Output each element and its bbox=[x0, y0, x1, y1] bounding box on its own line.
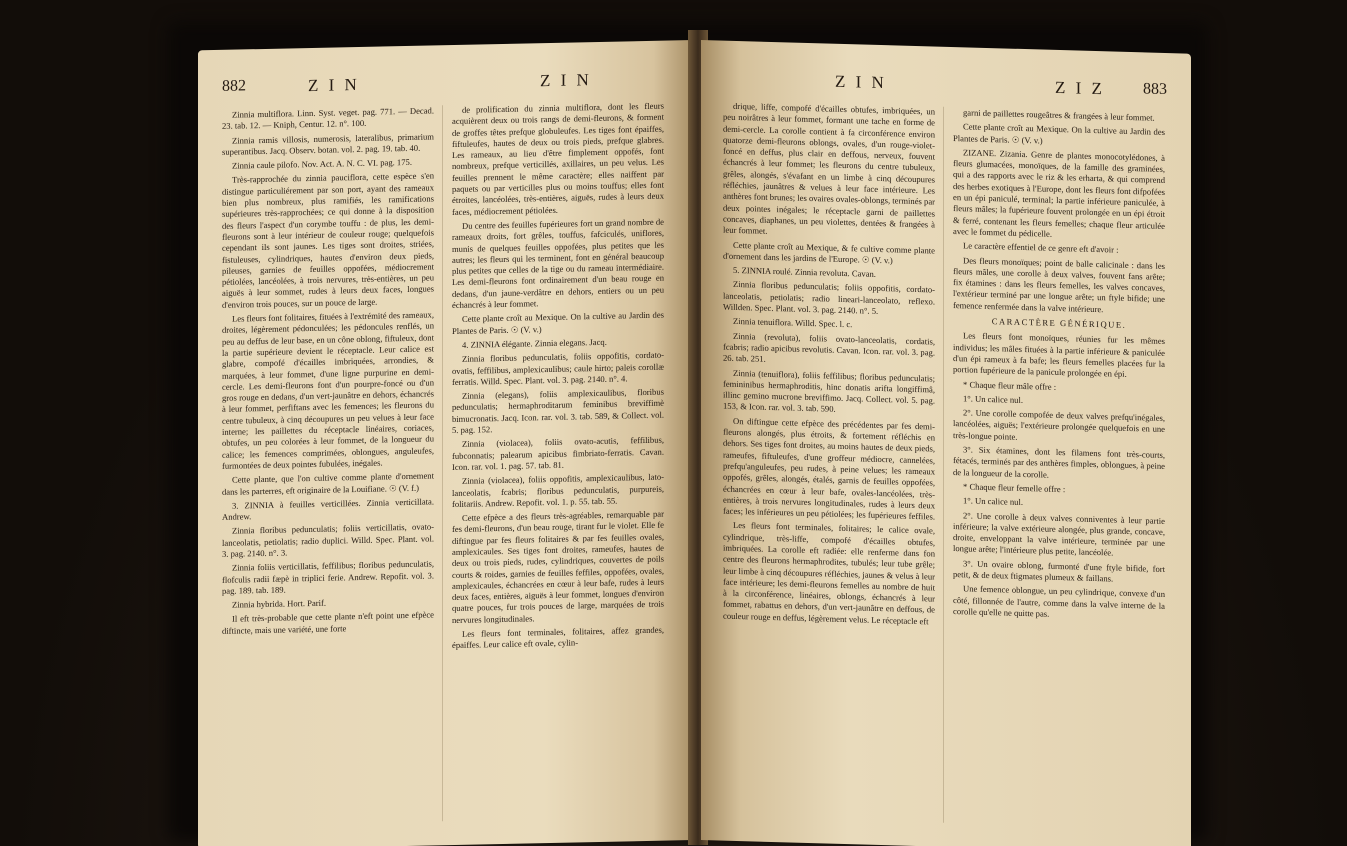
paragraph: 4. ZINNIA élégante. Zinnia elegans. Jacq. bbox=[462, 336, 607, 350]
paragraph: Zinnia ramis villosis, numerosis, lateralibus, primarium superantibus. Jacq. Observ. botan. vol. 2. pag. 19. tab. 40. bbox=[222, 131, 434, 157]
paragraph: Zinnia (tenuiflora), foliis feffilibus; floribus pedunculatis; femininibus hermaphroditis, hinc donatis arifta longiffimâ, illinc gemino mucrone breviffimo. Jacq. Collect. vol. 5. pag. 153, & Icon. rar. vol. 3. tab. 590. bbox=[723, 367, 935, 415]
paragraph: 3°. Un ovaire oblong, furmonté d'une ftyle bifide, fort petit, & de deux ftigmates plumeux & faillans. bbox=[953, 558, 1165, 584]
right-header-word-1: Z I N bbox=[835, 71, 887, 93]
paragraph: Zinnia floribus pedunculatis, foliis oppofitis, cordato-ovatis, feffilibus, amplexicaulibus; caule hirto; paleis corollæ ferratis. Willd. Spec. Plant. vol. 3. pag. 2140. n°. 4. bbox=[452, 349, 664, 387]
right-column-1 bbox=[723, 101, 935, 631]
paragraph: Les fleurs font terminales, folitaires; le calice ovale, cylindrique, très-liffe, compofé d'écailles obtufes, imbriquées. La corolle eft radiée: elle renferme dans fon centre des fleurons hermaphrodites, tubulés; leur tube grêle; leur limbe à cinq découpures réfléchies, jaunes & velus à leur face intérieure; les demi-fleurons femelles au nombre de huit à la circonférence, linéaires, oblongs, échancrés à leur fommet, rabattus en dehors, d'un vert-jaunâtre en deffous, de couleur rouge en deffus, légèrement velus. Le réceptacle eft bbox=[723, 520, 935, 627]
right-page-header bbox=[725, 69, 1167, 103]
paragraph: Cette plante croît au Mexique. On la cultive au Jardin des Plantes de Paris. ☉ (V. v.) bbox=[452, 309, 664, 336]
paragraph: Zinnia (violacea), foliis oppofitis, amplexicaulibus, lato-lanceolatis, fcabris; floribus pedunculatis, purpureis, folitariis. Andrew. Repofit. vol. 1. p. 55. tab. 55. bbox=[452, 471, 664, 509]
paragraph: 2°. Une corolle compofée de deux valves prefqu'inégales, lancéolées, aiguës; l'extérieure prolongée quelquefois en une très-longue pointe. bbox=[953, 407, 1165, 442]
paragraph: garni de paillettes rougeâtres & frangées à leur fommet. bbox=[963, 107, 1155, 123]
paragraph: Zinnia caule pilofo. Nov. Act. A. N. C. VI. pag. 175. bbox=[232, 157, 412, 171]
paragraph: Cette plante, que l'on cultive comme plante d'ornement dans les parterres, eft originaire de la Louifiane. ☉ (V. f.) bbox=[222, 470, 434, 497]
left-header-word-2: Z I N bbox=[540, 70, 592, 91]
paragraph: On diftingue cette efpèce des précédentes par fes demi-fleurons alongés, plus étroits, & fortement réfléchis en dehors. Ses tiges font droites, au moins hautes de deux pieds, rameufes, fiftuleufes, d'une groffeur médiocre, cannelées, prefqu'anguleufes, peu rudes, à peine velues; les rameaux oppofés, grêles, alongés, étalés, garnis de feuilles oppofées, échancrées en cœur à leur bafe, ovales-lancéolées, très-entières, à trois nervures longitudinales, rudes à leurs deux faces; les inférieures un peu pétiolées; les fupérieures feffiles. bbox=[723, 415, 935, 522]
paragraph: Zinnia (elegans), foliis amplexicaulibus, floribus pedunculatis; hermaphroditarum feminibus breviffimè bimucronatis. Jacq. Icon. rar. vol. 3. tab. 589, & Collect. vol. 5. pag. 152. bbox=[452, 386, 664, 436]
paragraph: * Chaque fleur femelle offre : bbox=[963, 481, 1066, 495]
paragraph: Zinnia tenuiflora. Willd. Spec. l. c. bbox=[733, 316, 853, 330]
paragraph: Zinnia (violacea), foliis ovato-acutis, feffilibus, fubconnatis; palearum apicibus fimbriato-ferratis. Cavan. Icon. rar. vol. 1. pag. 57. tab. 81. bbox=[452, 434, 664, 472]
paragraph: Cette efpèce a des fleurs très-agréables, remarquable par fes demi-fleurons, d'un beau rouge, tirant fur le violet. Elle fe diftingue par fes fleurs folitaires & par fes feuilles ovales, amplexicaules. Ses tiges font droites, rameufes, hautes de deux ou trois pieds, rudes, cylindriques, couvertes de poils courts & roides, garnies de feuilles feffiles, oppofées, ovales, amplexicaules, échancrées en cœur à leur bafe, rudes à leurs deux faces, entières, aiguës à leur fommet, longues d'environ quatre pouces, fur trois pouces de large, marquées de trois nervures longitudinales. bbox=[452, 508, 664, 625]
paragraph: Il eft très-probable que cette plante n'eft point une efpèce diftincte, mais une variété, une forte bbox=[222, 609, 434, 636]
paragraph: 3°. Six étamines, dont les filamens font très-courts, fétacés, terminés par des anthères fimples, oblongues, à peine de la longueur de la corolle. bbox=[953, 444, 1165, 480]
paragraph: Les fleurs font folitaires, fituées à l'extrémité des rameaux, droites, légèrement pédonculées; les pédoncules renflés, un peu au deffus de leur base, en un cône oblong, fiftuleux, dont la partie supérieure devient le réceptacle. Leur calice est glabre, compofé d'écailles imbriquées, arrondies, & marquées, à leur fommet, d'une ligne purpurine en demi-cercle. Les demi-fleurons font d'un pourpre-foncé ou d'un gros rouge en dedans, d'un vert-jaunâtre en dehors, échancrés à leur fommet, perfiftans avec les femences; les fleurons du centre tubuleux, à cinq découpures un peu velues à leur face interne; les paillettes du réceptacle linéaires, coriaces, obtufes, un peu colorées à leur fommet, de la longueur du calice; les femences comprimées, oblongues, anguleufes, furmontées de deux pointes fubulées, inégales. bbox=[222, 309, 434, 471]
paragraph: Zinnia foliis verticillatis, feffilibus; floribus pedunculatis, flofculis radii fæpè in triplici ferie. Andrew. Repofit. vol. 3. pag. 189. tab. 189. bbox=[222, 558, 434, 596]
right-page bbox=[701, 40, 1191, 846]
paragraph: Cette plante croît au Mexique. On la cultive au Jardin des Plantes de Paris. ☉ (V. v.) bbox=[953, 121, 1165, 146]
left-column-1 bbox=[222, 105, 434, 640]
paragraph: Des fleurs monoïques; point de balle calicinale : dans les fleurs mâles, une corolle à deux valves, fouvent fans arête; fix étamines : dans les fleurs femelles, les valves concaves, l'extérieur terminé par une longue arête; un ftyle bifide; une femence renfermée dans la valve intérieure. bbox=[953, 254, 1165, 314]
paragraph: ZIZANE. Zizania. Genre de plantes monocotylédones, à fleurs glumacées, monoïques, de la famille des graminées, qui a des rapports avec le riz & les erharta, & qui comprend des herbes exotiques à l'Europe, dont les fleurs font difpofées en un épi paniculé, terminal; la partie inférieure paniculée, à fleurs mâles; la fupérieure fouvent prolongée en un épi étroit & ferré, contenant les fleurs femelles; chaque fleur articulée avec le fommet du pédicelle. bbox=[953, 147, 1165, 239]
paragraph: Zinnia hybrida. Hort. Parif. bbox=[232, 597, 327, 610]
left-page-header bbox=[222, 69, 669, 100]
paragraph: Les fleurs font monoïques, réunies fur les mêmes individus; les mâles fituées à la partie inférieure & paniculée d'un épi rameux à fa bafe; les fleurs femelles placées fur la portion fupérieure de la panicule prolongée en épi. bbox=[953, 330, 1165, 380]
left-column-2 bbox=[452, 101, 664, 655]
paragraph: Du centre des feuilles fupérieures fort un grand nombre de rameaux droits, fort grêles, touffus, fafciculés, uniflores, munis de quelques feuilles oppofées, plus petites que les autres; les fleurs qui les terminent, font en général beaucoup plus petites que celles de la tige ou du rameau intermédiaire. Les demi-fleurons font ordinairement d'un beau rouge en dedans, d'un jaune-verdâtre en dehors, entiers ou un peu échancrés à leur fommet. bbox=[452, 216, 664, 311]
right-header-word-2: Z I Z bbox=[1055, 77, 1105, 99]
right-column-2 bbox=[953, 107, 1165, 626]
paragraph: * Chaque fleur mâle offre : bbox=[963, 378, 1057, 392]
paragraph: Très-rapprochée du zinnia pauciflora, cette espèce s'en distingue particuliérement par son port, ayant des rameaux bien plus nombreux, plus ramifiés, les ramifications supérieures très-rapprochées; ce qui donne à la disposition des fleurs l'aspect d'un corymbe touffu : de plus, les demi-fleurons sont à leur intérieur de couleur rouge; quelquefois cependant ils sont jaunes. Les tiges sont droites, striées, fistuleuses, cylindriques, hautes d'environ deux pieds, pileuses, garnies de feuilles oppofées, médiocrement pétiolées, lancéolées, à trois nervures, très-entières, un peu aiguës à leur sommet, rudes à leurs deux faces, longues d'environ trois pouces, sur un pouce de large. bbox=[222, 170, 434, 310]
paragraph: Cette plante croît au Mexique, & fe cultive comme plante d'ornement dans les jardins de l'Europe. ☉ (V. v.) bbox=[723, 239, 935, 266]
paragraph: 5. ZINNIA roulé. Zinnia revoluta. Cavan. bbox=[733, 265, 876, 280]
paragraph: CARACTÈRE GÉNÉRIQUE. bbox=[991, 316, 1127, 330]
paragraph: Le caractère effentiel de ce genre eft d'avoir : bbox=[963, 240, 1119, 255]
column-divider bbox=[442, 105, 443, 821]
paragraph: de prolification du zinnia multiflora, dont les fleurs acquièrent deux ou trois rangs de demi-fleurons, & forment de groffes têtes prefque globuleufes. Les tiges font épaiffes, fiftuleufes, hautes de deux ou trois pieds, prefque glabres. Les rameaux, au lieu d'être fimplement oppofés, font nombreux, prefque verticillés, axillaires, un peu velus. Les feuilles prennent le même caractère; elles naiffent par paquets ou par verticilles plus ou moins touffus; elles font étroites, lancéolées, très-entières, aiguës, rudes à leurs deux faces, médiocrement pétiolées. bbox=[452, 100, 664, 217]
paragraph: 1°. Un calice nul. bbox=[963, 393, 1023, 405]
paragraph: Zinnia floribus pedunculatis; foliis oppofitis, cordato-lanceolatis, petiolatis; radio lineari-lanceolato, reflexo. Willden. Spec. Plant. vol. 3. pag. 2140. n°. 5. bbox=[723, 279, 935, 316]
paragraph: drique, liffe, compofé d'écailles obtufes, imbriquées, un peu noirâtres à leur fommet, formant une tache en forme de demi-cercle. La corolle contient à fa circonférence environ quatorze demi-fleurons oblongs, ovales, d'un rouge-violet-foncé en deffus, plus clair en deffous, nerveux, fouvent échancrés à leur fommet; les fleurons du centre tubuleux, grêles, alongés, s'évafant en un limbe à cinq découpures réfléchies, jaunâtres & velues à leur face intérieure. Les anthères font brunes; les ovaires ovales-oblongs, terminés par deux pointes inégales; le réceptacle garni de paillettes concaves, diaphanes, un peu violettes, dentées & frangées à leur fommet. bbox=[723, 100, 935, 237]
right-page-number: 883 bbox=[1143, 80, 1167, 99]
paragraph: Zinnia floribus pedunculatis; foliis verticillatis, ovato-lanceolatis, petiolatis; radio duplici. Willd. Spec. Plant. vol. 3. pag. 2140. n°. 3. bbox=[222, 521, 434, 559]
left-page-number: 882 bbox=[222, 77, 246, 95]
left-page bbox=[198, 40, 693, 846]
paragraph: Zinnia multiflora. Linn. Syst. veget. pag. 771. — Decad. 23. tab. 12. — Kniph, Centur. 12. n°. 100. bbox=[222, 105, 434, 132]
paragraph: 1°. Un calice nul. bbox=[963, 495, 1023, 508]
paragraph: 2°. Une corolle à deux valves conniventes à leur partie inférieure; la valve extérieure alongée, plus grande, concave, droite, enveloppant la valve intérieure, terminée par une longue arête; l'intérieure plus petite, lancéolée. bbox=[953, 509, 1165, 558]
paragraph: Zinnia (revoluta), foliis ovato-lanceolatis, cordatis, fcabris; radio apicibus revolutis. Cavan. Icon. rar. vol. 3. pag. 26. tab. 251. bbox=[723, 330, 935, 365]
paragraph: 3. ZINNIA à feuilles verticillées. Zinnia verticillata. Andrew. bbox=[222, 496, 434, 522]
column-divider bbox=[943, 107, 944, 823]
left-header-word-1: Z I N bbox=[308, 74, 360, 96]
paragraph: Une femence oblongue, un peu cylindrique, convexe d'un côté, fillonnée de l'autre, comme dans la valve interne de la corolle qu'elle ne quitte pas. bbox=[953, 583, 1165, 619]
paragraph: Les fleurs font terminales, folitaires, affez grandes, épaiffes. Leur calice eft ovale, cylin- bbox=[452, 624, 664, 651]
